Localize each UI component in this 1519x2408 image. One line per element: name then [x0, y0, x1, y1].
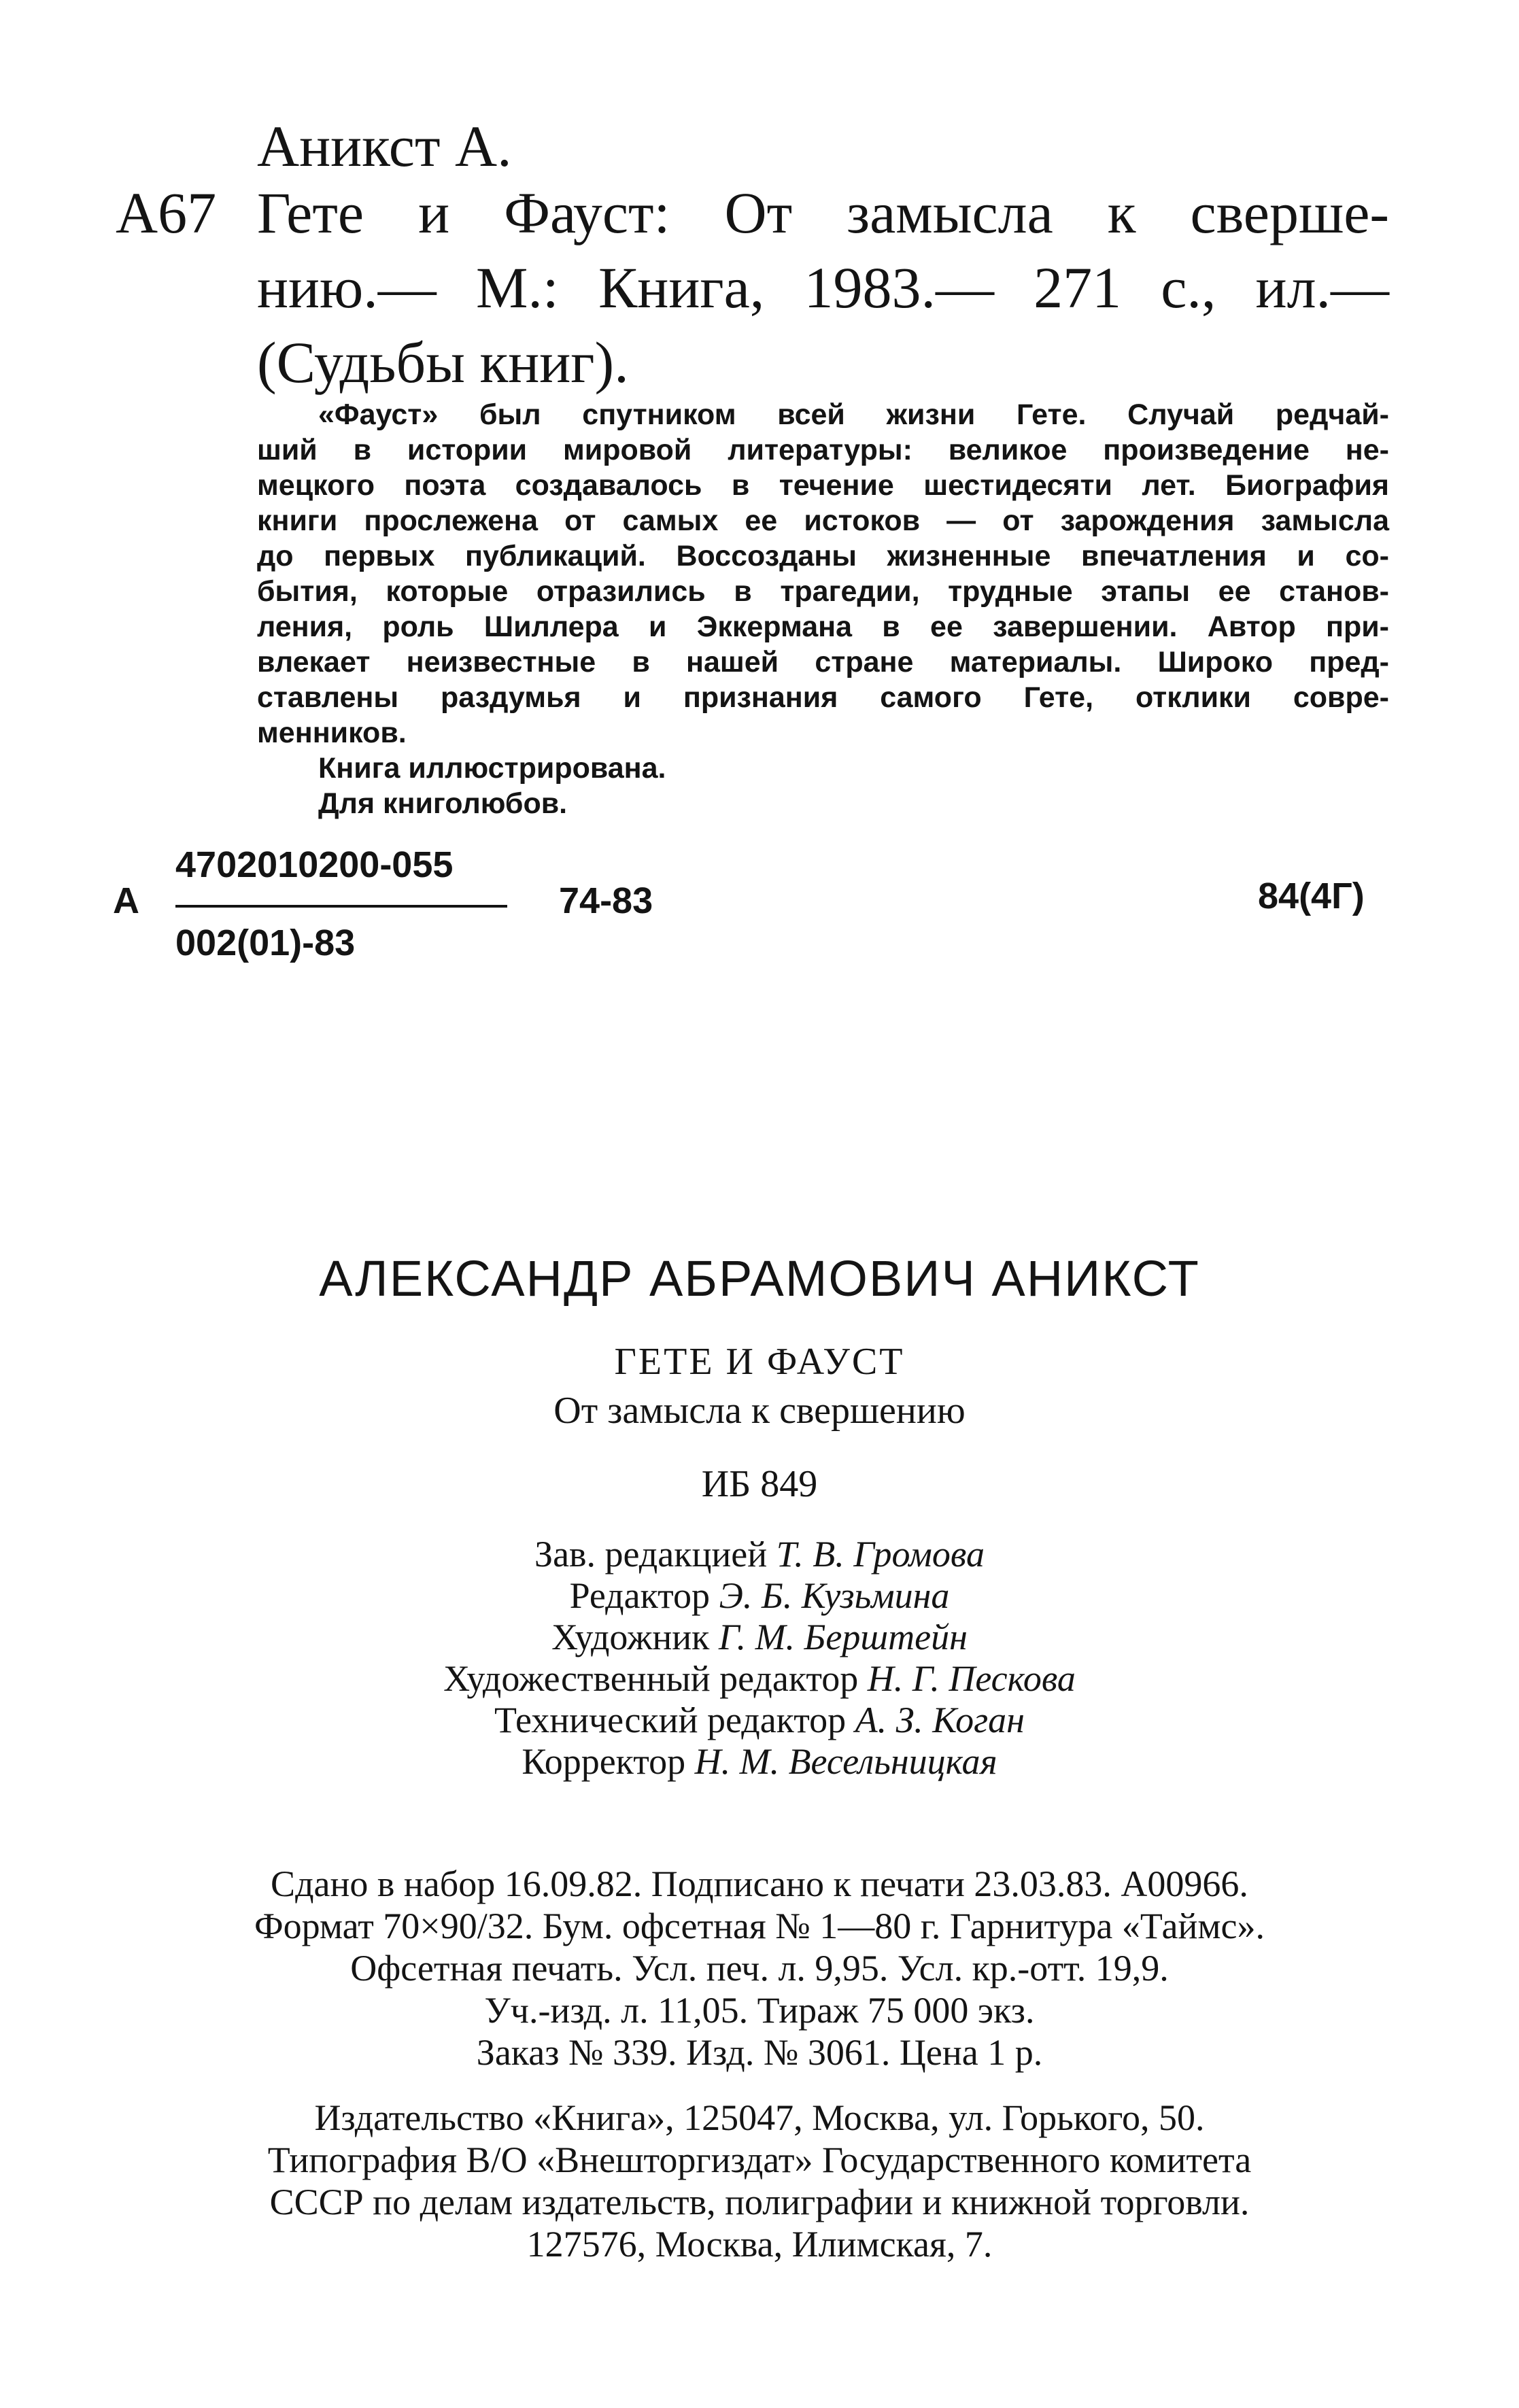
credit-name: Н. Г. Пескова	[867, 1658, 1076, 1699]
annotation-line: влекает неизвестные в нашей стране материалы. Широко пред-	[257, 646, 1389, 678]
credit-name: Т. В. Громова	[776, 1534, 985, 1575]
imprint-technical-data	[0, 1863, 1519, 2074]
annotation-line: мецкого поэта создавалось в течение шестидесяти лет. Биография	[257, 469, 1389, 502]
tech-line: Уч.-изд. л. 11,05. Тираж 75 000 экз.	[484, 1990, 1035, 2031]
credit-role: Корректор	[522, 1741, 686, 1782]
credit-name: Н. М. Весельницкая	[694, 1741, 997, 1782]
card-annotation	[257, 397, 1389, 821]
card-code: А67	[116, 180, 217, 245]
tech-line: Сдано в набор 16.09.82. Подписано к печати 23.03.83. А00966.	[271, 1863, 1248, 1904]
imprint-publisher	[0, 2097, 1519, 2265]
credit-role: Художник	[551, 1617, 710, 1657]
publisher-line: 127576, Москва, Илимская, 7.	[526, 2224, 993, 2265]
card-author: Аникст А.	[257, 114, 512, 179]
annotation-line: ставлены раздумья и признания самого Гете, отклики совре-	[257, 681, 1389, 714]
imprint-credits	[0, 1534, 1519, 1783]
credit-row	[0, 1534, 1519, 1575]
publisher-line: Типография В/О «Внешторгиздат» Государственного комитета	[267, 2139, 1252, 2180]
imprint-subtitle: От замысла к свершению	[553, 1390, 966, 1432]
credit-row	[0, 1617, 1519, 1658]
publisher-line: Издательство «Книга», 125047, Москва, ул. Горького, 50.	[314, 2097, 1205, 2138]
bib-line: (Судьбы книг).	[257, 330, 629, 395]
credit-row	[0, 1700, 1519, 1741]
classification-bbk: 84(4Г)	[1258, 876, 1365, 916]
annotation-note: Книга иллюстрирована.	[318, 752, 666, 785]
credit-row	[0, 1575, 1519, 1617]
annotation-line: книги прослежена от самых ее истоков — от зарождения замысла	[257, 504, 1389, 537]
imprint-author: АЛЕКСАНДР АБРАМОВИЧ АНИКСТ	[319, 1250, 1200, 1307]
classification-numerator: 4702010200-055	[175, 844, 454, 885]
credit-name: Г. М. Берштейн	[718, 1617, 968, 1657]
credit-role: Редактор	[569, 1575, 711, 1616]
classification-code: 74-83	[559, 880, 653, 921]
credit-name: Э. Б. Кузьмина	[719, 1575, 950, 1616]
annotation-line: ший в истории мировой литературы: великое произведение не-	[257, 434, 1389, 466]
credit-name: А. З. Коган	[855, 1700, 1025, 1740]
annotation-note: Для книголюбов.	[318, 787, 568, 820]
imprint-ib-number: ИБ 849	[701, 1463, 818, 1505]
bib-line: Гете и Фауст: От замысла к сверше-	[257, 180, 1389, 245]
classification-fraction-rule	[175, 905, 507, 908]
annotation-line: менников.	[257, 717, 407, 749]
tech-line: Заказ № 339. Изд. № 3061. Цена 1 р.	[476, 2032, 1043, 2073]
imprint-title: ГЕТЕ И ФАУСТ	[614, 1341, 905, 1383]
bib-line: нию.— М.: Книга, 1983.— 271 с., ил.—	[257, 255, 1389, 320]
annotation-line: до первых публикаций. Воссозданы жизненные впечатления и со-	[257, 540, 1389, 572]
classification-denominator: 002(01)-83	[175, 923, 356, 963]
credit-role: Технический редактор	[494, 1700, 847, 1740]
annotation-line: «Фауст» был спутником всей жизни Гете. Случай редчай-	[318, 398, 1389, 431]
tech-line: Формат 70×90/32. Бум. офсетная № 1—80 г. Гарнитура «Таймс».	[254, 1906, 1265, 1946]
card-bibliographic-description	[257, 175, 1389, 400]
credit-row	[0, 1741, 1519, 1783]
annotation-line: ления, роль Шиллера и Эккермана в ее завершении. Автор при-	[257, 610, 1389, 643]
annotation-line: бытия, которые отразились в трагедии, трудные этапы ее станов-	[257, 575, 1389, 608]
credit-role: Зав. редакцией	[534, 1534, 768, 1575]
publisher-line: СССР по делам издательств, полиграфии и книжной торговли.	[269, 2182, 1250, 2222]
tech-line: Офсетная печать. Усл. печ. л. 9,95. Усл. кр.-отт. 19,9.	[350, 1948, 1169, 1989]
credit-row	[0, 1658, 1519, 1700]
classification-letter: А	[113, 880, 139, 921]
credit-role: Художественный редактор	[443, 1658, 859, 1699]
